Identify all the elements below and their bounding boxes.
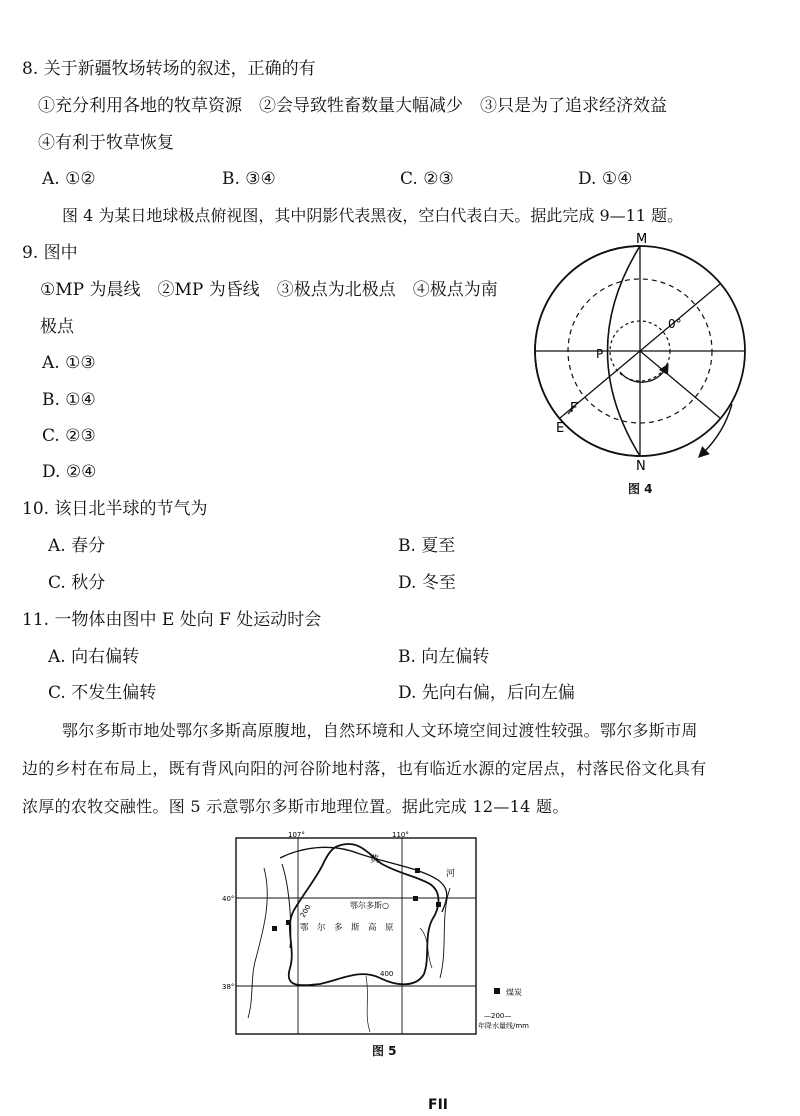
label-p: P <box>596 347 604 361</box>
q8-choices-line2: ④有利于牧草恢复 <box>38 133 174 153</box>
figure-5-map <box>220 828 560 1038</box>
q10-option-a: A. 春分 <box>48 536 106 556</box>
label-e: E <box>556 421 565 436</box>
passage-line-1: 鄂尔多斯市地处鄂尔多斯高原腹地，自然环境和人文环境空间过渡性较强。鄂尔多斯市周 <box>62 721 698 740</box>
q10-option-c: C. 秋分 <box>48 573 106 593</box>
legend-isoline-label: 年降水量线/mm <box>478 1022 529 1030</box>
legend-isoline-sample: —200— <box>484 1012 512 1020</box>
ordos-city-label: 鄂尔多斯○ <box>350 901 389 910</box>
q8-option-d: D. ①④ <box>578 169 633 189</box>
isoline-400-label: 400 <box>380 970 394 978</box>
q8-option-c: C. ②③ <box>400 169 454 189</box>
lat-40-label: 40° <box>222 895 235 903</box>
isoline-200-label: 200 <box>298 903 313 919</box>
q11-option-c: C. 不发生偏转 <box>48 683 157 703</box>
label-m: M <box>636 232 648 247</box>
q9-choices-line1: ①MP 为晨线 ②MP 为昏线 ③极点为北极点 ④极点为南 <box>40 280 498 300</box>
legend-coal-icon <box>494 988 500 994</box>
figure-4-polar-diagram <box>520 232 760 494</box>
q11-option-b: B. 向左偏转 <box>398 647 490 667</box>
page-number: FII <box>428 1097 448 1113</box>
coal-marker <box>286 920 291 925</box>
lat-38-label: 38° <box>222 983 235 991</box>
lon-107-label: 107° <box>288 831 305 839</box>
lon-110-label: 110° <box>392 831 409 839</box>
intro-9-11: 图 4 为某日地球极点俯视图，其中阴影代表黑夜，空白代表白天。据此完成 9—11 题。 <box>62 206 684 225</box>
label-f: F <box>570 401 578 416</box>
label-n: N <box>636 459 646 474</box>
q11-stem: 11. 一物体由图中 E 处向 F 处运动时会 <box>22 610 322 630</box>
q11-option-a: A. 向右偏转 <box>48 647 140 667</box>
coal-marker <box>415 868 420 873</box>
q9-option-a: A. ①③ <box>42 353 96 373</box>
q9-option-d: D. ②④ <box>42 462 97 482</box>
q9-option-b: B. ①④ <box>42 390 96 410</box>
yellow-river-label-2: 河 <box>446 869 456 879</box>
q10-option-b: B. 夏至 <box>398 536 456 556</box>
q8-stem: 8. 关于新疆牧场转场的叙述，正确的有 <box>22 59 316 79</box>
figure-4-caption: 图 4 <box>628 482 653 496</box>
q10-stem: 10. 该日北半球的节气为 <box>22 499 208 519</box>
q10-option-d: D. 冬至 <box>398 573 456 593</box>
q8-option-b: B. ③④ <box>222 169 276 189</box>
q9-option-c: C. ②③ <box>42 426 96 446</box>
legend-coal-label: 煤炭 <box>506 988 522 997</box>
passage-line-2: 边的乡村在布局上，既有背风向阳的河谷阶地村落，也有临近水源的定居点，村落民俗文化具有 <box>22 759 707 778</box>
coal-marker <box>272 926 277 931</box>
q8-option-a: A. ①② <box>42 169 96 189</box>
plateau-label: 鄂 尔 多 斯 高 原 <box>300 923 394 933</box>
coal-marker <box>436 902 441 907</box>
coal-marker <box>413 896 418 901</box>
q9-choices-line2: 极点 <box>40 317 74 337</box>
label-zero-degree: 0° <box>668 317 682 331</box>
yellow-river-label-1: 黄 <box>370 855 380 865</box>
q11-option-d: D. 先向右偏，后向左偏 <box>398 683 575 703</box>
q8-choices-line1: ①充分利用各地的牧草资源 ②会导致牲畜数量大幅减少 ③只是为了追求经济效益 <box>38 96 667 116</box>
q9-stem: 9. 图中 <box>22 243 78 263</box>
figure-5-caption: 图 5 <box>372 1044 397 1058</box>
passage-line-3: 浓厚的农牧交融性。图 5 示意鄂尔多斯市地理位置。据此完成 12—14 题。 <box>22 797 569 816</box>
